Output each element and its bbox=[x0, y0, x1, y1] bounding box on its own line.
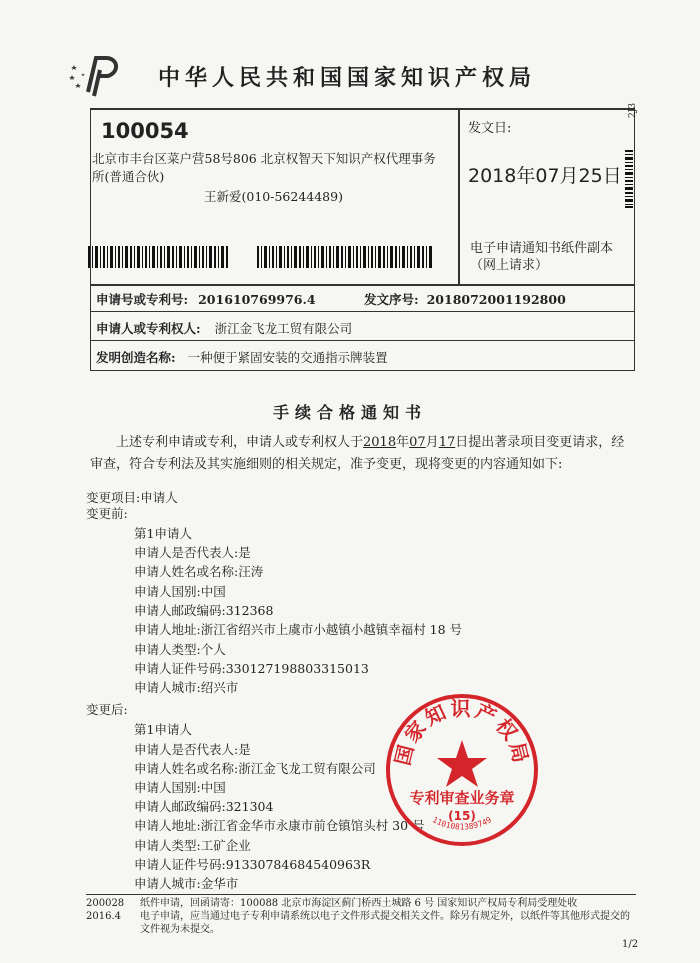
rule-2 bbox=[90, 311, 635, 312]
footer-line-2: 电子申请，应当通过电子专利申请系统以电子文件形式提交相关文件。除另有规定外，以纸件等其他形式提交的 bbox=[140, 911, 630, 922]
seal-code: 1101081389749 bbox=[430, 815, 494, 832]
copy-note: 电子申请通知书纸件副本（网上请求） bbox=[470, 241, 614, 273]
doc-no-label: 发文序号: bbox=[364, 292, 419, 307]
after-line: 申请人城市:金华市 bbox=[134, 876, 239, 891]
app-no-label: 申请号或专利号: bbox=[96, 292, 189, 307]
footer-line-3: 文件视为未提交。 bbox=[140, 924, 220, 935]
applicant-value: 浙江金飞龙工贸有限公司 bbox=[214, 321, 353, 336]
org-title: 中华人民共和国国家知识产权局 bbox=[158, 66, 537, 91]
seal-top-text: 国家知识产权局 bbox=[390, 696, 534, 768]
change-item-label: 变更项目: bbox=[86, 490, 141, 505]
before-line: 申请人地址:浙江省绍兴市上虞市小越镇小越镇幸福村 18 号 bbox=[134, 622, 463, 637]
header-rule bbox=[90, 108, 635, 110]
request-day: 17 bbox=[438, 435, 456, 450]
doc-no-value: 2018072001192800 bbox=[426, 292, 566, 307]
notice-paragraph bbox=[90, 432, 635, 476]
recipient-address: 北京市丰台区菜户营58号806 北京权智天下知识产权代理事务所(普通合伙) bbox=[92, 151, 436, 184]
before-line: 第1申请人 bbox=[134, 526, 192, 541]
before-line: 申请人国别:中国 bbox=[134, 584, 226, 599]
before-line: 申请人邮政编码:312368 bbox=[134, 603, 274, 618]
footer-code-1: 200028 bbox=[86, 898, 125, 909]
before-line: 申请人姓名或名称:汪涛 bbox=[134, 564, 264, 579]
after-line: 第1申请人 bbox=[134, 722, 192, 737]
after-line: 申请人地址:浙江省金华市永康市前仓镇馆头村 30 号 bbox=[134, 818, 425, 833]
footer-line-1: 纸件申请，回函请寄：100088 北京市海淀区蓟门桥西土城路 6 号 国家知识产权局专利局受理处收 bbox=[140, 898, 578, 909]
barcode-left bbox=[88, 246, 228, 268]
left-border bbox=[90, 108, 91, 370]
doc-no-row bbox=[364, 290, 566, 308]
right-border bbox=[634, 108, 635, 370]
before-line: 申请人证件号码:330127198803315013 bbox=[134, 661, 369, 676]
issue-date-label: 发文日: bbox=[468, 121, 512, 136]
request-year: 2018 bbox=[363, 435, 397, 450]
rule-1 bbox=[90, 284, 635, 286]
invention-label: 发明创造名称: bbox=[96, 350, 176, 365]
footer-rule bbox=[86, 894, 636, 895]
after-line: 申请人证件号码:91330784684540963R bbox=[134, 857, 371, 872]
after-line: 申请人是否代表人:是 bbox=[134, 742, 251, 757]
postcode: 100054 bbox=[101, 119, 189, 143]
header-divider bbox=[458, 108, 460, 284]
rule-4 bbox=[90, 370, 635, 371]
rule-3 bbox=[90, 340, 635, 341]
before-line: 申请人类型:个人 bbox=[134, 642, 226, 657]
app-no-value: 201610769976.4 bbox=[198, 292, 316, 307]
paragraph-part-2: 日提出著录项目变更请求，经审查，符合专利法及其实施细则的相关规定，准予变更，现将变更的内容通知如下: bbox=[90, 435, 625, 472]
invention-value: 一种便于紧固安装的交通指示牌装置 bbox=[187, 350, 388, 365]
document-title: 手续合格通知书 bbox=[272, 403, 427, 422]
side-number: 2J3 bbox=[628, 102, 638, 118]
applicant-row bbox=[96, 319, 352, 337]
paragraph-part-1: 上述专利申请或专利，申请人或专利权人于 bbox=[116, 435, 364, 450]
after-line: 申请人国别:中国 bbox=[134, 780, 226, 795]
month-char: 月 bbox=[425, 435, 439, 450]
year-char: 年 bbox=[396, 435, 410, 450]
side-barcode bbox=[625, 150, 633, 208]
request-month: 07 bbox=[409, 435, 426, 450]
seal-number: (15) bbox=[448, 809, 476, 823]
footer-code-2: 2016.4 bbox=[86, 911, 121, 922]
barcode-right bbox=[257, 246, 432, 268]
after-line: 申请人姓名或名称:浙江金飞龙工贸有限公司 bbox=[134, 761, 376, 776]
before-line: 申请人是否代表人:是 bbox=[134, 545, 251, 560]
after-line: 申请人邮政编码:321304 bbox=[134, 799, 274, 814]
page-number: 1/2 bbox=[622, 939, 639, 950]
sipo-logo-icon bbox=[66, 50, 126, 100]
seal-main-text: 专利审查业务章 bbox=[409, 789, 515, 807]
app-no-row bbox=[96, 290, 316, 308]
official-seal bbox=[382, 690, 542, 850]
seal-star-icon bbox=[437, 740, 487, 787]
after-line: 申请人类型:工矿企业 bbox=[134, 838, 251, 853]
applicant-label: 申请人或专利权人: bbox=[96, 321, 201, 336]
agent-contact: 王新爱(010-56244489) bbox=[204, 189, 343, 204]
issue-date: 2018年07月25日 bbox=[468, 165, 622, 187]
change-item-value: 申请人 bbox=[140, 490, 178, 505]
invention-row bbox=[96, 348, 388, 366]
before-line: 申请人城市:绍兴市 bbox=[134, 680, 239, 695]
before-label: 变更前: bbox=[86, 506, 128, 521]
after-label: 变更后: bbox=[86, 702, 128, 717]
